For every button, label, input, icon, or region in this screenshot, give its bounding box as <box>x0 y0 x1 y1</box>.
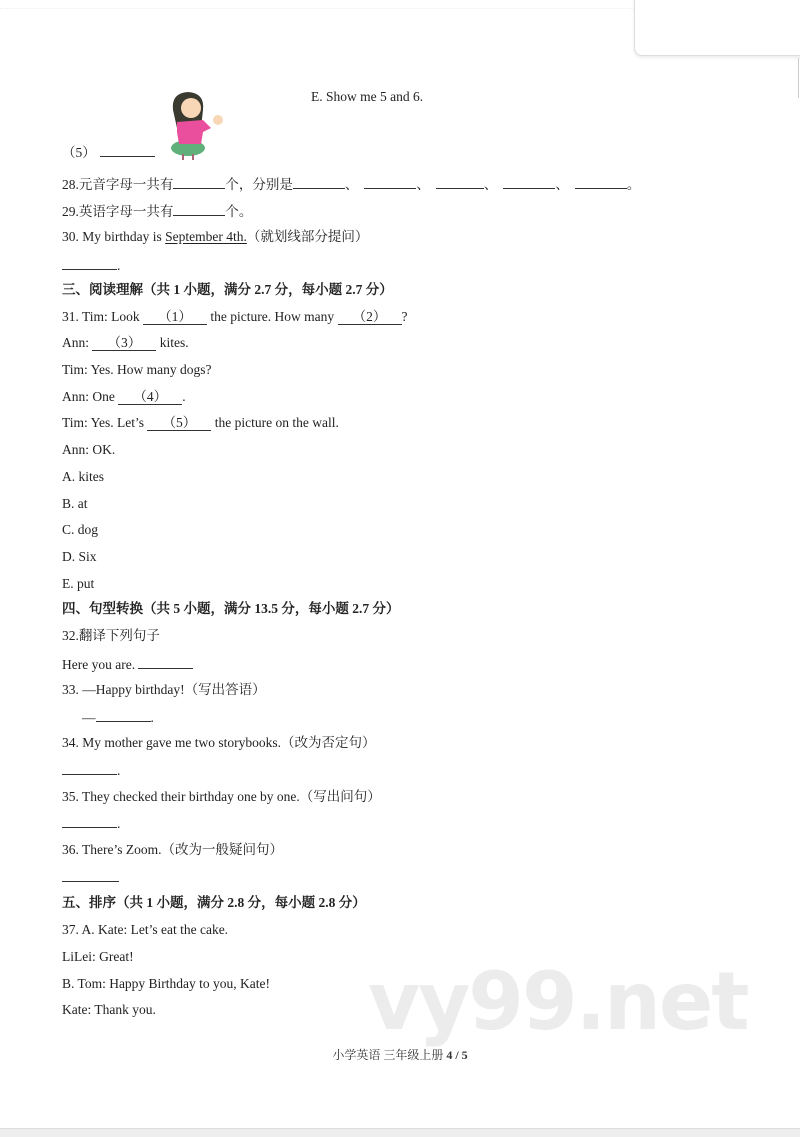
q32-title: 32.翻译下列句子 <box>62 628 160 643</box>
question-29 <box>62 202 252 221</box>
section-5-heading: 五、排序（共 1 小题，满分 2.8 分，每小题 2.8 分） <box>62 895 366 910</box>
girl-illustration <box>163 88 233 160</box>
watermark: vy99.net <box>368 955 748 1048</box>
question-33: 33. —Happy birthday!（写出答语） <box>62 682 266 697</box>
option-a: A. kites <box>62 469 104 484</box>
question-30 <box>62 228 368 246</box>
q32-text: Here you are. <box>62 657 139 672</box>
q37-line: Kate: Thank you. <box>62 1002 156 1017</box>
section-3-heading: 三、阅读理解（共 1 小题，满分 2.7 分，每小题 2.7 分） <box>62 282 393 297</box>
separator: 、 <box>344 177 359 192</box>
answer-blank[interactable] <box>503 175 555 189</box>
answer-blank[interactable] <box>293 175 345 189</box>
question-35: 35. They checked their birthday one by one.（写出问句） <box>62 789 381 804</box>
page-edge <box>798 58 799 98</box>
dialog-text: Tim: Yes. Let’s <box>62 415 148 430</box>
q27-item-5 <box>62 143 155 162</box>
q31-line-4 <box>62 388 186 406</box>
q31-line-2 <box>62 334 189 352</box>
answer-blank[interactable] <box>173 175 225 189</box>
q28-text: 28.元音字母一共有 <box>62 177 174 192</box>
question-36: 36. There’s Zoom.（改为一般疑问句） <box>62 842 283 857</box>
dialog-text: 31. Tim: Look <box>62 309 144 324</box>
blank-3[interactable]: （3） <box>92 335 156 351</box>
q31-line-1 <box>62 308 408 326</box>
dialog-text: Ann: One <box>62 389 119 404</box>
period: . <box>117 816 121 831</box>
q29-text: 个。 <box>225 204 253 219</box>
q34-answer <box>62 761 120 780</box>
answer-blank[interactable] <box>138 655 193 669</box>
option-d: D. Six <box>62 549 97 564</box>
dialog-text: the picture. How many <box>207 309 338 324</box>
page-separator: / <box>452 1048 462 1062</box>
question-34: 34. My mother gave me two storybooks.（改为否定句） <box>62 735 376 750</box>
separator: 、 <box>555 177 569 192</box>
current-page: 4 <box>446 1048 453 1062</box>
dash: — <box>82 710 96 725</box>
question-28 <box>62 175 640 194</box>
total-pages: 5 <box>461 1048 468 1062</box>
period: 。 <box>626 177 641 192</box>
q31-line-6: Ann: OK. <box>62 442 116 457</box>
answer-blank[interactable] <box>436 175 484 189</box>
page-footer <box>0 1047 800 1063</box>
period: . <box>117 258 121 273</box>
blank-2[interactable]: （2） <box>338 309 402 325</box>
dialog-text: kites. <box>156 335 189 350</box>
period: . <box>150 710 154 725</box>
dialog-text: Ann: <box>62 335 93 350</box>
option-c: C. dog <box>62 522 99 537</box>
dialog-text: ? <box>401 309 408 324</box>
q31-line-5 <box>62 414 339 432</box>
answer-blank[interactable] <box>100 143 155 157</box>
option-e: E. Show me 5 and 6. <box>311 89 424 104</box>
top-divider <box>0 8 634 9</box>
bottom-band <box>0 1128 800 1137</box>
answer-blank[interactable] <box>96 708 151 722</box>
answer-blank[interactable] <box>364 175 416 189</box>
period: . <box>117 763 121 778</box>
q32-line <box>62 655 193 674</box>
footer-subject: 小学英语 三年级上册 <box>332 1048 447 1062</box>
answer-blank[interactable] <box>575 175 627 189</box>
section-4-heading: 四、句型转换（共 5 小题，满分 13.5 分，每小题 2.7 分） <box>62 601 400 616</box>
dialog-text: the picture on the wall. <box>211 415 339 430</box>
q28-text: 个，分别是 <box>225 177 293 192</box>
q37-line: 37. A. Kate: Let’s eat the cake. <box>62 922 229 937</box>
item-label: （5） <box>62 145 96 160</box>
answer-blank[interactable] <box>62 814 117 828</box>
blank-1[interactable]: （1） <box>143 309 207 325</box>
q33-answer <box>82 708 154 727</box>
q30-text: 30. My birthday is <box>62 229 166 244</box>
option-b: B. at <box>62 496 88 511</box>
instruction: （就划线部分提问） <box>246 229 369 244</box>
q37-line: B. Tom: Happy Birthday to you, Kate! <box>62 976 271 991</box>
answer-blank[interactable] <box>62 761 117 775</box>
q35-answer <box>62 814 120 833</box>
separator: 、 <box>483 177 498 192</box>
answer-blank[interactable] <box>173 202 225 216</box>
answer-blank[interactable] <box>62 256 117 270</box>
q31-line-3: Tim: Yes. How many dogs? <box>62 362 212 377</box>
top-right-panel <box>634 0 800 56</box>
q37-line: LiLei: Great! <box>62 949 134 964</box>
blank-4[interactable]: （4） <box>118 389 182 405</box>
separator: 、 <box>416 177 430 192</box>
q29-text: 29.英语字母一共有 <box>62 204 174 219</box>
q36-answer <box>62 868 119 887</box>
underlined-phrase: September 4th. <box>165 229 247 244</box>
blank-5[interactable]: （5） <box>147 415 211 431</box>
q30-answer <box>62 256 120 275</box>
dialog-text: . <box>182 389 186 404</box>
option-e: E. put <box>62 576 95 591</box>
answer-blank[interactable] <box>62 868 119 882</box>
